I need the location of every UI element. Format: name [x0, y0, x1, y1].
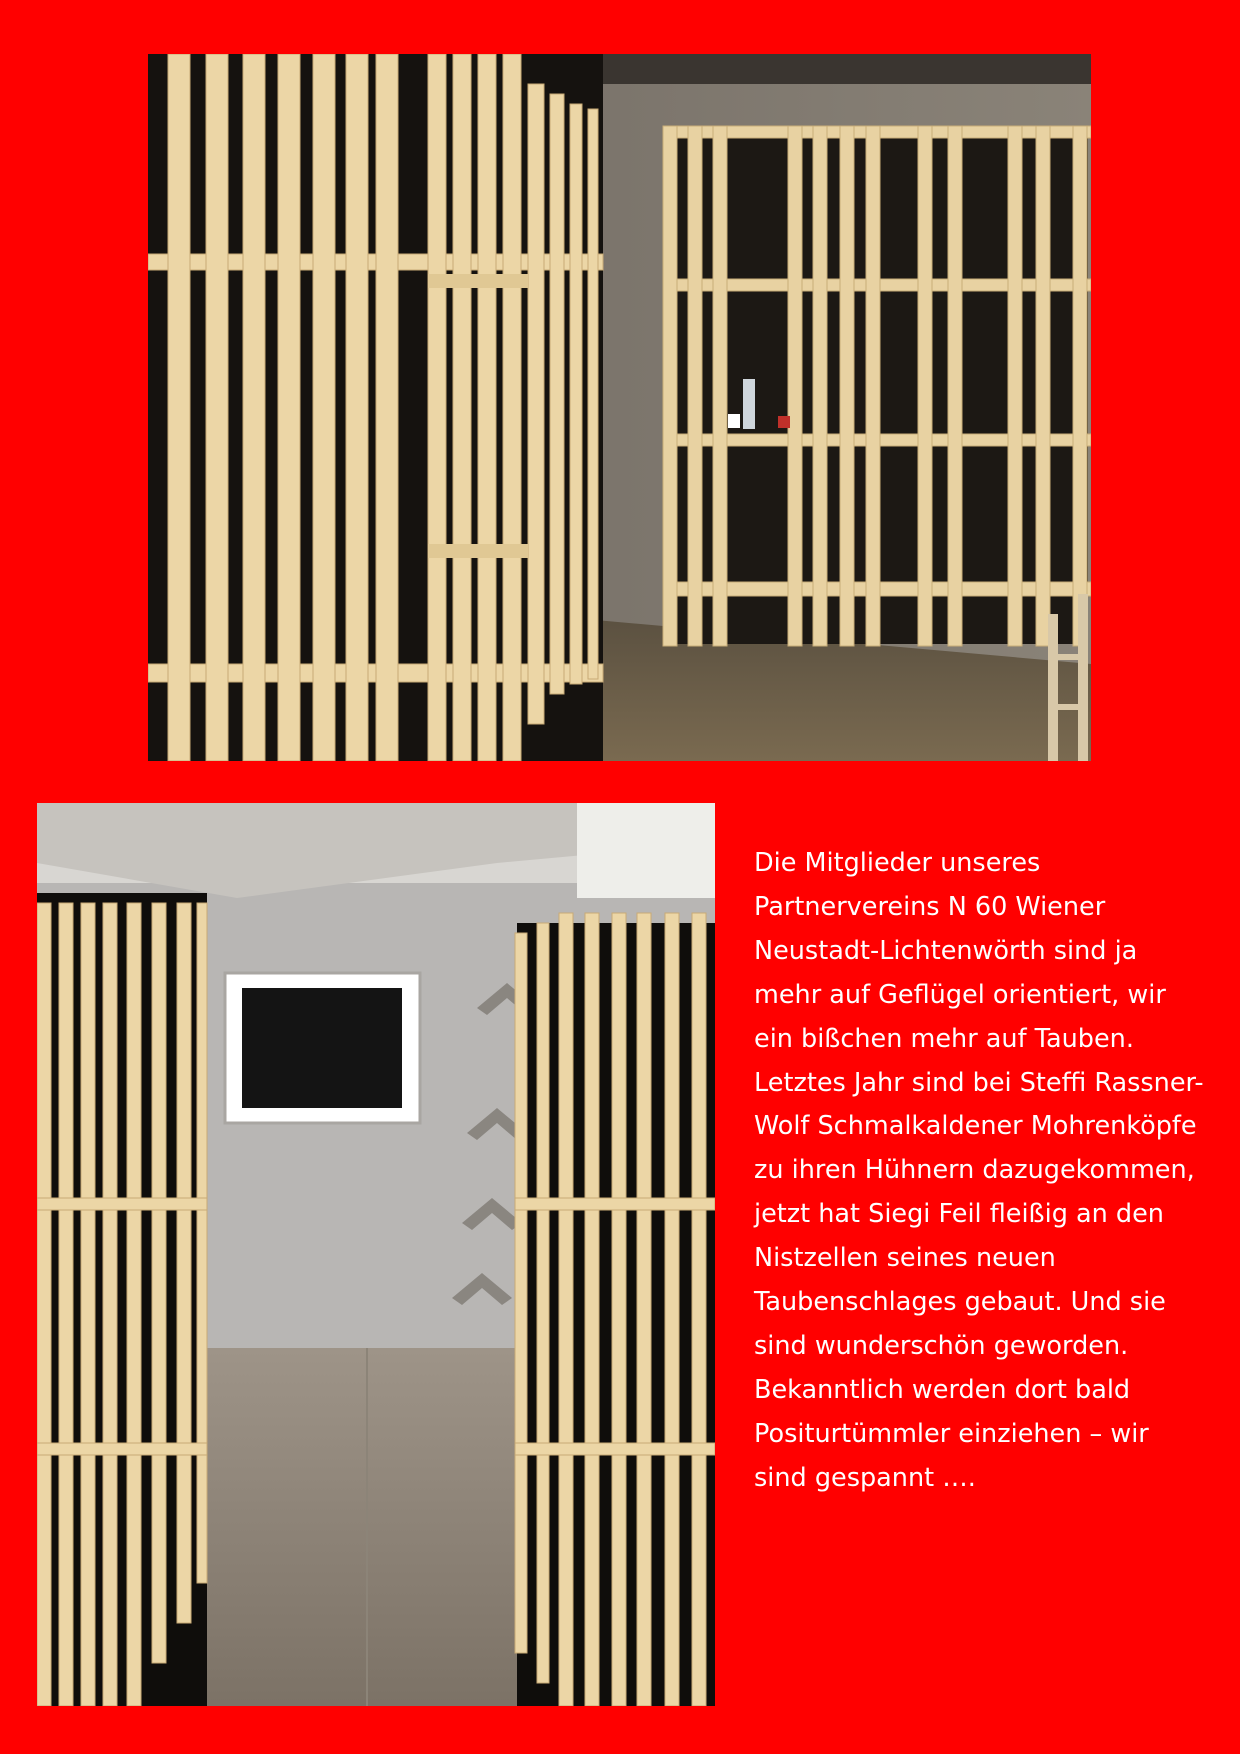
photo-pigeon-loft: [37, 803, 715, 1706]
caption-text: [754, 842, 1204, 1501]
photo-bottom-illustration: [37, 803, 715, 1706]
photo-top-illustration: [148, 54, 1091, 761]
caption-paragraph-1: Die Mitglieder unseres Partnervereins N 60 Wiener Neustadt-Lichtenwörth sind ja mehr auf Geflügel orientiert, wir ein bißchen mehr auf Tauben.: [754, 848, 1166, 1054]
photo-nest-frames-room: [148, 54, 1091, 761]
caption-paragraph-2: Letztes Jahr sind bei Steffi Rassner-Wolf Schmalkaldener Mohrenköpfe zu ihren Hühnern dazugekommen, jetzt hat Siegi Feil fleißig an den Nistzellen seines neuen Taubenschlages gebaut. Und sie sind wunderschön geworden. Bekanntlich werden dort bald Positurtümmler einziehen – wir sind gespannt ….: [754, 1067, 1204, 1493]
